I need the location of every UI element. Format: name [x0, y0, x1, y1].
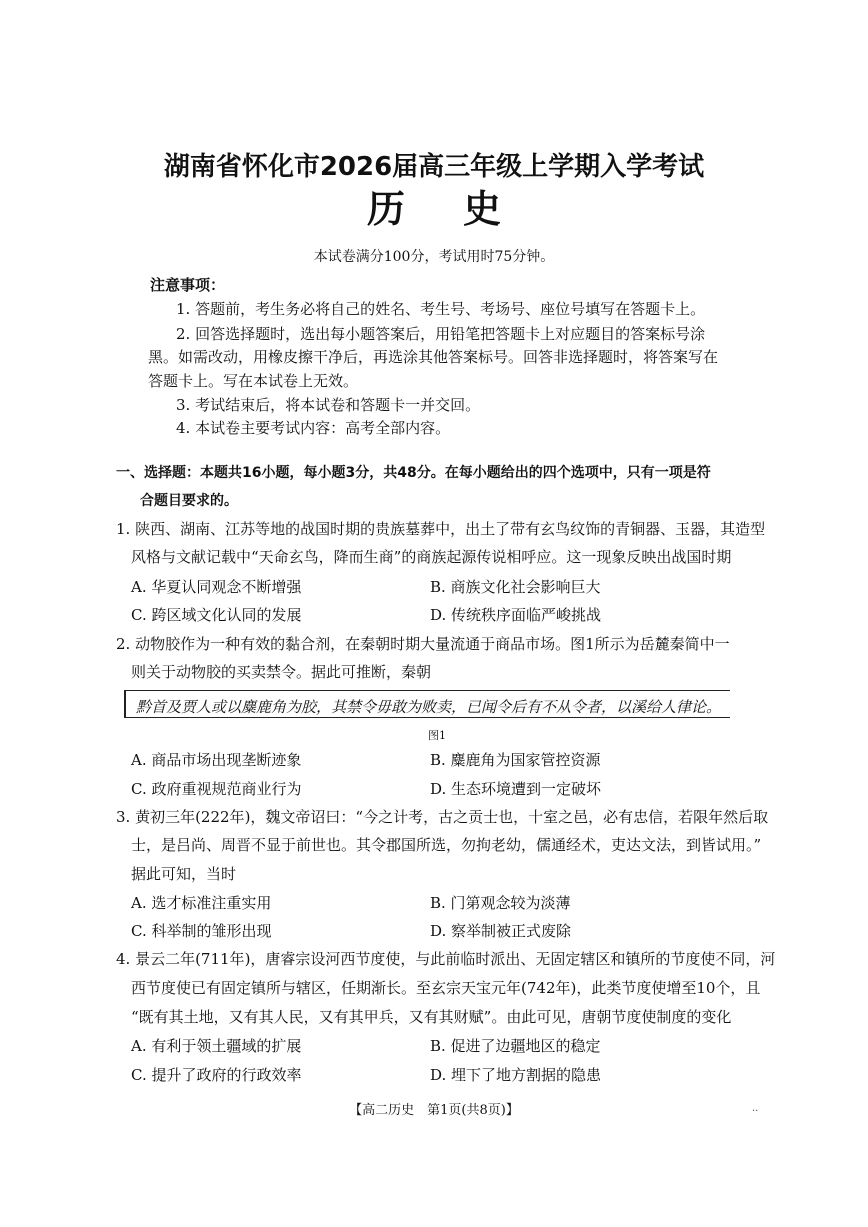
q3-option-a: A. 选才标准注重实用 — [131, 894, 272, 912]
q1-option-d: D. 传统秩序面临严峻挑战 — [430, 606, 602, 624]
subject-title: 历史 — [366, 187, 559, 231]
figure-1-label: 图1 — [428, 729, 446, 742]
q1-option-a: A. 华夏认同观念不断增强 — [131, 578, 302, 596]
note-line: 1. 答题前，考生务必将自己的姓名、考生号、考场号、座位号填写在答题卡上。 — [176, 300, 706, 318]
exam-title: 湖南省怀化市2026届高三年级上学期入学考试 — [163, 152, 705, 182]
note-line: 3. 考试结束后，将本试卷和答题卡一并交回。 — [176, 396, 481, 414]
note-line: 黑。如需改动，用橡皮擦干净后，再选涂其他答案标号。回答非选择题时，将答案写在 — [148, 348, 719, 366]
figure-1-quote: 黔首及贾人或以麋鹿角为胶，其禁令毋敢为败卖，已闻令后有不从令者，以溪给人律论。 — [136, 698, 722, 716]
q1-option-c: C. 跨区域文化认同的发展 — [131, 606, 302, 624]
notes-heading: 注意事项： — [150, 276, 226, 294]
page-footer: 【高二历史 第1页(共8页)】 — [349, 1103, 519, 1118]
question-1-stem: 1. 陕西、湖南、江苏等地的战国时期的贵族墓葬中，出土了带有玄鸟纹饰的青铜器、玉器，其造型 — [116, 520, 766, 538]
question-1-stem: 风格与文献记载中“天命玄鸟，降而生商”的商族起源传说相呼应。这一现象反映出战国时期 — [131, 548, 732, 566]
question-3-stem: 据此可知，当时 — [131, 865, 237, 883]
q2-option-d: D. 生态环境遭到一定破坏 — [430, 780, 602, 798]
q3-option-b: B. 门第观念较为淡薄 — [430, 894, 571, 912]
note-line: 答题卡上。写在本试卷上无效。 — [148, 372, 359, 390]
q4-option-c: C. 提升了政府的行政效率 — [131, 1066, 302, 1084]
question-2-stem: 2. 动物胶作为一种有效的黏合剂，在秦朝时期大量流通于商品市场。图1所示为岳麓秦简中一 — [116, 635, 730, 653]
q2-option-a: A. 商品市场出现垄断迹象 — [131, 751, 302, 769]
question-4-stem: 4. 景云二年(711年)，唐睿宗设河西节度使，与此前临时派出、无固定辖区和镇所的节度使不同，河 — [116, 950, 776, 968]
q2-option-b: B. 麋鹿角为国家管控资源 — [430, 751, 601, 769]
question-4-stem: 西节度使已有固定镇所与辖区，任期渐长。至玄宗天宝元年(742年)，此类节度使增至10个，且 — [131, 979, 761, 997]
section-heading-cont: 合题目要求的。 — [140, 493, 238, 509]
q3-option-c: C. 科举制的雏形出现 — [131, 922, 272, 940]
q4-option-d: D. 埋下了地方割据的隐患 — [430, 1066, 602, 1084]
q4-option-a: A. 有利于领土疆域的扩展 — [131, 1037, 302, 1055]
q1-option-b: B. 商族文化社会影响巨大 — [430, 578, 601, 596]
q3-option-d: D. 察举制被正式废除 — [430, 922, 572, 940]
q2-option-c: C. 政府重视规范商业行为 — [131, 780, 302, 798]
question-2-stem: 则关于动物胶的买卖禁令。据此可推断，秦朝 — [131, 663, 432, 681]
figure-1-quote-box — [124, 690, 730, 718]
page-mark: .. — [752, 1103, 759, 1114]
score-info: 本试卷满分100分，考试用时75分钟。 — [313, 249, 555, 265]
question-3-stem: 士，是吕尚、周晋不显于前世也。其令郡国所选，勿拘老幼，儒通经术，吏达文法，到皆试用。” — [131, 836, 762, 854]
note-line: 4. 本试卷主要考试内容：高考全部内容。 — [176, 419, 451, 437]
note-line: 2. 回答选择题时，选出每小题答案后，用铅笔把答题卡上对应题目的答案标号涂 — [176, 325, 706, 343]
question-4-stem: “既有其土地，又有其人民，又有其甲兵，又有其财赋”。由此可见，唐朝节度使制度的变化 — [131, 1008, 732, 1026]
q4-option-b: B. 促进了边疆地区的稳定 — [430, 1037, 601, 1055]
section-heading: 一、选择题：本题共16小题，每小题3分，共48分。在每小题给出的四个选项中，只有一项是符 — [116, 465, 711, 481]
question-3-stem: 3. 黄初三年(222年)，魏文帝诏曰：“今之计考，古之贡士也，十室之邑，必有忠信，若限年然后取 — [116, 808, 769, 826]
